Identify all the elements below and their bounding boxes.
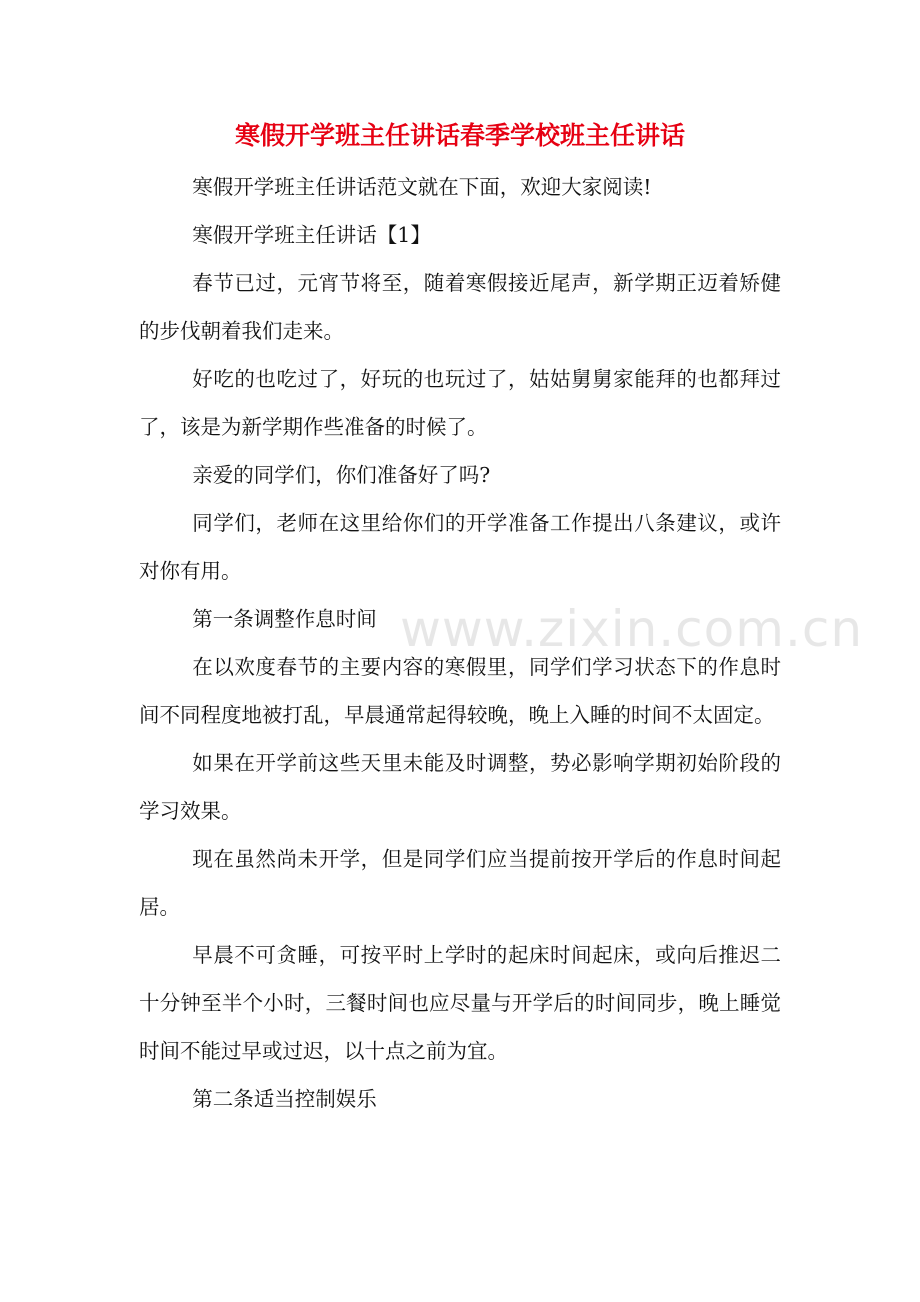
paragraph: 如果在开学前这些天里未能及时调整，势必影响学期初始阶段的学习效果。	[139, 751, 781, 823]
document-body	[139, 163, 781, 1123]
paragraph: 同学们，老师在这里给你们的开学准备工作提出八条建议，或许对你有用。	[139, 511, 781, 583]
paragraph: 现在虽然尚未开学，但是同学们应当提前按开学后的作息时间起居。	[139, 847, 781, 919]
paragraph: 早晨不可贪睡，可按平时上学时的起床时间起床，或向后推迟二十分钟至半个小时，三餐时间也应尽量与开学后的时间同步，晚上睡觉时间不能过早或过迟，以十点之前为宜。	[139, 943, 781, 1063]
paragraph-subheading: 第一条调整作息时间	[192, 607, 377, 631]
paragraph-section-heading: 寒假开学班主任讲话【1】	[192, 223, 431, 247]
paragraph: 在以欢度春节的主要内容的寒假里，同学们学习状态下的作息时间不同程度地被打乱，早晨通常起得较晚，晚上入睡的时间不太固定。	[139, 655, 781, 727]
paragraph: 好吃的也吃过了，好玩的也玩过了，姑姑舅舅家能拜的也都拜过了，该是为新学期作些准备的时候了。	[139, 367, 781, 439]
document-title: 寒假开学班主任讲话春季学校班主任讲话	[234, 121, 685, 150]
watermark: www.zixin.com.cn	[400, 600, 864, 658]
paragraph: 春节已过，元宵节将至，随着寒假接近尾声，新学期正迈着矫健的步伐朝着我们走来。	[139, 271, 781, 343]
paragraph: 亲爱的同学们，你们准备好了吗?	[192, 463, 491, 487]
paragraph-subheading: 第二条适当控制娱乐	[192, 1087, 377, 1111]
paragraph-intro: 寒假开学班主任讲话范文就在下面，欢迎大家阅读!	[192, 175, 652, 199]
